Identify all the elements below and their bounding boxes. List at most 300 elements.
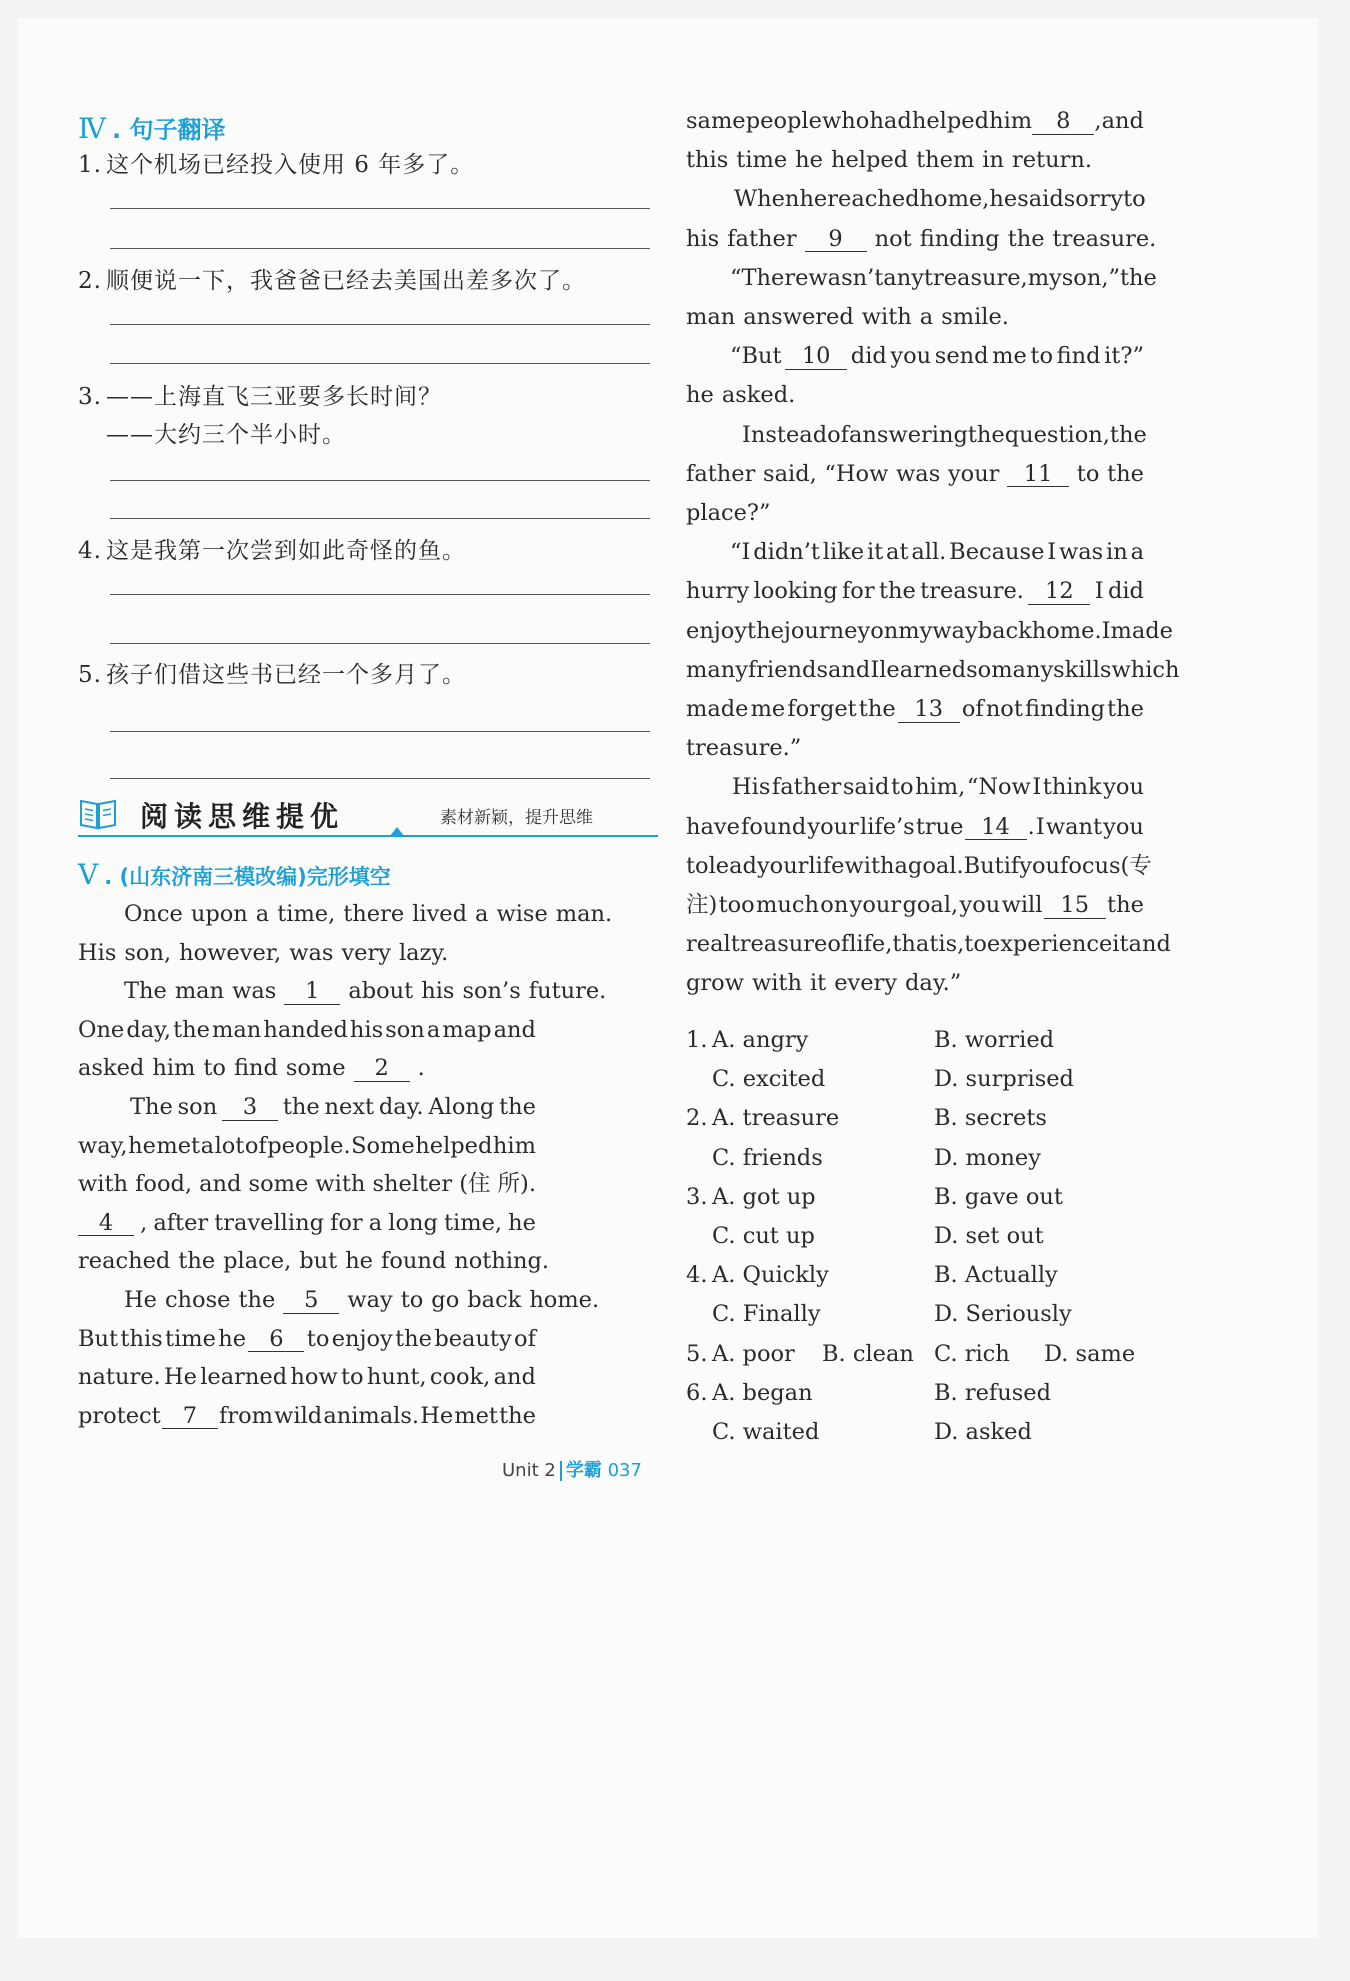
answer-line[interactable] xyxy=(110,731,650,732)
passage-word: him xyxy=(989,108,1033,134)
passage-line xyxy=(78,1057,433,1082)
option-choice-d[interactable]: D. set out xyxy=(934,1223,1044,1249)
passage-word: day. xyxy=(378,1094,424,1120)
passage-word: on xyxy=(820,892,849,918)
passage-word: goal, xyxy=(902,892,959,918)
passage-word: with xyxy=(861,304,912,330)
option-number: 1. xyxy=(686,1027,708,1053)
passage-word: the xyxy=(282,1094,320,1120)
passage-line xyxy=(686,813,1144,841)
passage-word: I xyxy=(1035,813,1045,840)
passage-word: in xyxy=(982,147,1004,174)
passage-word: treasure xyxy=(730,931,828,958)
passage-line xyxy=(686,972,969,995)
passage-line xyxy=(124,980,614,1005)
passage-word: him xyxy=(152,1055,196,1082)
passage-word: chose xyxy=(164,1287,231,1313)
question-1: 1. 这个机场已经投入使用 6 年多了。 xyxy=(78,152,475,178)
passage-word: found xyxy=(381,1248,447,1275)
passage-word: man xyxy=(686,304,736,330)
passage-word: was xyxy=(232,978,277,1005)
answer-line[interactable] xyxy=(110,778,650,779)
passage-line xyxy=(686,931,1171,958)
passage-word: with xyxy=(751,970,802,997)
passage-word: it xyxy=(809,970,827,997)
passage-line xyxy=(124,1289,607,1314)
passage-word: finding xyxy=(1025,696,1105,722)
passage-word: to xyxy=(1030,343,1054,370)
cloze-blank[interactable]: 15 xyxy=(1044,894,1106,919)
passage-word: , xyxy=(1094,108,1102,134)
option-choice-c[interactable]: C. waited xyxy=(712,1419,820,1445)
passage-word: very xyxy=(341,939,391,966)
cloze-blank[interactable]: 14 xyxy=(965,816,1027,841)
passage-word: too xyxy=(718,892,755,918)
passage-word: But xyxy=(78,1325,119,1352)
passage-word: the xyxy=(1120,264,1157,291)
option-choice-b[interactable]: B. clean xyxy=(822,1340,914,1367)
passage-word: helped xyxy=(830,147,909,174)
passage-word: not xyxy=(985,696,1023,722)
option-choice-d[interactable]: D. surprised xyxy=(934,1066,1074,1093)
passage-line xyxy=(732,776,1144,799)
passage-word: a xyxy=(919,304,934,330)
passage-word: He xyxy=(420,1402,454,1429)
passage-word: way xyxy=(347,1287,393,1313)
passage-word: focus(专 xyxy=(1060,852,1152,879)
passage-word: a xyxy=(255,901,270,927)
passage-word: he xyxy=(128,1132,156,1159)
passage-word: of xyxy=(827,931,850,958)
option-choice-b[interactable]: B. gave out xyxy=(934,1183,1063,1210)
passage-word: grow xyxy=(686,970,744,997)
passage-word: his xyxy=(349,1016,384,1043)
passage-word: But xyxy=(963,852,1004,879)
passage-word: to xyxy=(1123,186,1146,213)
passage-word: He xyxy=(163,1364,197,1391)
passage-word: lot xyxy=(214,1132,245,1159)
passage-word: answered xyxy=(743,304,854,330)
passage-line xyxy=(730,541,1144,564)
option-choice-d[interactable]: D. same xyxy=(1044,1340,1136,1367)
passage-word: for xyxy=(330,1209,363,1236)
passage-word: with xyxy=(844,852,895,879)
passage-word: to xyxy=(203,1055,226,1082)
passage-word: Because xyxy=(949,539,1045,566)
passage-word: life xyxy=(808,852,845,879)
passage-word: home. xyxy=(1031,617,1102,644)
passage-word: many xyxy=(991,656,1054,683)
passage-word: map xyxy=(442,1016,492,1043)
question-4: 4. 这是我第一次尝到如此奇怪的鱼。 xyxy=(78,538,466,564)
passage-word: time xyxy=(165,1325,216,1352)
passage-word: finding xyxy=(919,225,1000,252)
passage-word: asked xyxy=(78,1055,145,1082)
passage-word: will xyxy=(1001,892,1043,918)
option-choice-d[interactable]: D. money xyxy=(934,1144,1041,1171)
passage-line xyxy=(686,149,1100,172)
passage-word: lazy. xyxy=(398,939,449,966)
passage-word: Once xyxy=(124,901,183,927)
passage-word: home, xyxy=(919,186,990,213)
passage-line xyxy=(686,894,1144,919)
passage-word: to xyxy=(400,1287,424,1313)
passage-line xyxy=(686,617,1173,644)
passage-word: wasn’t xyxy=(808,264,884,291)
passage-word: the xyxy=(967,421,1005,448)
passage-word: he xyxy=(799,186,828,213)
passage-line xyxy=(742,421,1147,448)
passage-word: back xyxy=(467,1287,522,1313)
passage-word: your xyxy=(807,813,859,840)
passage-word: find xyxy=(233,1055,278,1082)
passage-word: reached xyxy=(78,1248,171,1275)
passage-word: you xyxy=(959,892,1001,918)
passage-word: did xyxy=(850,343,887,370)
passage-word: learned xyxy=(879,656,967,683)
passage-word: “I xyxy=(730,539,751,566)
option-choice-a[interactable]: A. treasure xyxy=(712,1105,840,1132)
passage-line xyxy=(130,1096,536,1121)
passage-word: the xyxy=(1007,225,1045,252)
passage-word: with xyxy=(78,1171,128,1198)
passage-line xyxy=(78,1402,536,1430)
passage-word: back xyxy=(977,617,1032,644)
passage-word: but xyxy=(299,1248,338,1275)
passage-word: it?” xyxy=(1104,343,1144,370)
cloze-blank[interactable]: 5 xyxy=(283,1289,339,1314)
passage-word: was xyxy=(896,460,941,487)
question-3: 3. ——上海直飞三亚要多长时间？ xyxy=(78,384,442,410)
passage-word: on xyxy=(870,617,899,644)
passage-word: skills xyxy=(1053,656,1112,683)
option-number: 5. xyxy=(686,1340,708,1367)
passage-word: man xyxy=(212,1016,262,1043)
passage-word: treasure, xyxy=(923,264,1028,291)
passage-word: his xyxy=(686,225,720,252)
passage-word: how xyxy=(290,1364,338,1391)
cloze-blank[interactable]: 2 xyxy=(354,1057,410,1082)
cloze-blank[interactable]: 1 xyxy=(284,980,340,1005)
question-5: 5. 孩子们借这些书已经一个多月了。 xyxy=(78,662,466,688)
passage-word: want xyxy=(1045,813,1103,840)
passage-word: to xyxy=(686,852,709,879)
option-number: 6. xyxy=(686,1379,708,1406)
passage-word: was xyxy=(289,939,334,966)
passage-word: he xyxy=(989,186,1018,213)
option-choice-c[interactable]: C. friends xyxy=(712,1144,823,1171)
passage-word: much xyxy=(756,892,819,918)
passage-word: real xyxy=(686,931,731,958)
passage-word: to xyxy=(890,774,914,801)
passage-word: some xyxy=(248,1171,309,1198)
option-choice-c[interactable]: C. Finally xyxy=(712,1301,821,1328)
passage-word: the xyxy=(1107,892,1144,918)
passage-word: a xyxy=(1130,539,1144,566)
cloze-blank[interactable]: 4 xyxy=(78,1212,134,1237)
passage-word: day, xyxy=(126,1016,172,1043)
passage-word: him, xyxy=(915,774,966,801)
passage-word: think xyxy=(1042,774,1102,801)
passage-word: hunt, xyxy=(366,1364,427,1391)
section-5-title: Ⅴ . (山东济南三模改编)完形填空 xyxy=(78,858,391,891)
workbook-page xyxy=(18,18,1318,1938)
answer-line[interactable] xyxy=(110,208,650,209)
passage-line xyxy=(730,264,1157,291)
passage-word: (住 xyxy=(459,1171,491,1198)
passage-word: which xyxy=(1111,656,1180,683)
cloze-blank[interactable]: 3 xyxy=(222,1096,278,1121)
option-choice-a[interactable]: A. began xyxy=(712,1379,813,1406)
passage-word: it xyxy=(1112,931,1129,958)
passage-word: When xyxy=(734,186,800,213)
passage-word: with xyxy=(315,1171,366,1198)
passage-line xyxy=(686,460,1144,488)
passage-word: and xyxy=(1128,931,1171,958)
passage-word: in xyxy=(1106,539,1128,566)
passage-line xyxy=(78,1173,536,1196)
passage-word: made xyxy=(686,696,749,722)
cloze-blank[interactable]: 11 xyxy=(1007,463,1069,488)
passage-word: lead xyxy=(708,852,757,879)
passage-word: the xyxy=(747,617,784,644)
option-choice-b[interactable]: B. worried xyxy=(934,1027,1055,1053)
passage-word: time, xyxy=(277,901,336,927)
passage-word: so xyxy=(966,656,992,683)
passage-word: life, xyxy=(849,931,893,958)
passage-word: you xyxy=(890,343,932,370)
option-choice-b[interactable]: B. Actually xyxy=(934,1262,1058,1289)
answer-line[interactable] xyxy=(110,518,650,519)
passage-word: son’s xyxy=(462,978,521,1005)
option-choice-b[interactable]: B. secrets xyxy=(934,1105,1047,1132)
passage-word: nature. xyxy=(78,1364,161,1391)
passage-line xyxy=(686,737,809,760)
passage-word: “How xyxy=(824,460,889,487)
passage-word: didn’t xyxy=(753,539,820,566)
passage-word: the xyxy=(1107,696,1144,722)
passage-word: to xyxy=(1076,460,1100,487)
passage-line xyxy=(78,1209,536,1237)
passage-word: answering xyxy=(848,421,968,448)
banner-subtitle: 素材新颖，提升思维 xyxy=(440,808,593,828)
passage-word: you xyxy=(1103,774,1144,801)
passage-word: treasure. xyxy=(920,578,1024,605)
passage-word: and xyxy=(828,656,871,683)
passage-word: and xyxy=(199,1171,242,1198)
banner-title: 阅读思维提优 xyxy=(140,800,345,833)
cloze-blank[interactable]: 9 xyxy=(805,228,867,253)
passage-word: reached xyxy=(827,186,920,213)
option-choice-c[interactable]: C. excited xyxy=(712,1066,826,1093)
passage-line xyxy=(124,903,620,926)
answer-line[interactable] xyxy=(110,480,650,481)
passage-word: son,” xyxy=(1061,264,1121,291)
passage-word: the xyxy=(173,1016,210,1043)
passage-word: He xyxy=(124,1287,157,1313)
option-choice-d[interactable]: D. Seriously xyxy=(934,1301,1072,1328)
passage-line xyxy=(78,1250,557,1273)
passage-word: after xyxy=(153,1209,209,1236)
page-footer xyxy=(502,1456,642,1482)
passage-word: beauty xyxy=(434,1325,512,1352)
passage-word: helped xyxy=(415,1132,493,1159)
cloze-blank[interactable]: 8 xyxy=(1032,110,1094,135)
passage-word: time xyxy=(736,147,788,174)
passage-word: protect xyxy=(78,1402,161,1429)
passage-word: he xyxy=(218,1325,247,1352)
brand-label: 学霸 xyxy=(565,1460,602,1481)
passage-word: future. xyxy=(528,978,607,1005)
passage-word: “But xyxy=(730,343,782,370)
passage-word: enjoy xyxy=(686,617,748,644)
cloze-blank[interactable]: 13 xyxy=(898,698,960,723)
answer-line[interactable] xyxy=(110,594,650,595)
option-number: 4. xyxy=(686,1262,708,1289)
answer-line[interactable] xyxy=(110,324,650,325)
passage-word: man. xyxy=(555,901,613,927)
passage-line xyxy=(78,939,456,966)
passage-word: is, xyxy=(938,931,965,958)
passage-word: handed xyxy=(263,1016,348,1043)
passage-word: to xyxy=(306,1325,330,1352)
passage-word: he xyxy=(345,1248,373,1275)
passage-word: I xyxy=(1032,774,1042,801)
passage-word: next xyxy=(324,1094,375,1120)
passage-word: smile. xyxy=(941,304,1009,330)
option-choice-d[interactable]: D. asked xyxy=(934,1419,1032,1445)
passage-word: son xyxy=(385,1016,425,1043)
passage-word: Instead xyxy=(742,421,828,448)
passage-word: helped xyxy=(911,108,989,134)
passage-word: father xyxy=(686,460,756,487)
passage-word: son xyxy=(177,1094,218,1120)
question-3-line-2: ——大约三个半小时。 xyxy=(106,422,346,448)
option-choice-a[interactable]: A. got up xyxy=(712,1183,816,1210)
passage-word: a xyxy=(894,852,908,879)
passage-word: The xyxy=(130,1094,173,1120)
passage-word: you xyxy=(1019,852,1060,879)
passage-line xyxy=(730,345,1144,370)
answer-line[interactable] xyxy=(110,248,650,249)
passage-word: send xyxy=(934,343,989,370)
passage-word: Along xyxy=(428,1094,495,1120)
passage-line xyxy=(734,188,1144,211)
passage-word: many xyxy=(686,656,748,683)
passage-word: cook, xyxy=(429,1364,491,1391)
option-choice-c[interactable]: C. rich xyxy=(934,1340,1010,1367)
passage-word: travelling xyxy=(214,1209,324,1236)
passage-word: looking xyxy=(753,578,838,605)
passage-word: wise xyxy=(496,901,548,927)
passage-word: “There xyxy=(730,264,809,291)
passage-word: and xyxy=(493,1364,536,1391)
passage-line xyxy=(686,698,1144,723)
passage-word: the xyxy=(238,1287,276,1313)
passage-word: to xyxy=(964,931,987,958)
passage-word: His xyxy=(78,939,117,966)
passage-word: place?” xyxy=(686,500,771,526)
passage-word: my xyxy=(1027,264,1062,291)
option-choice-a[interactable]: A. Quickly xyxy=(712,1262,829,1289)
passage-word: day.” xyxy=(905,970,962,997)
passage-word: me xyxy=(750,696,786,722)
passage-word: sorry xyxy=(1063,186,1124,213)
passage-word: son, xyxy=(124,939,172,966)
passage-word: not xyxy=(874,225,912,252)
passage-word: from xyxy=(219,1402,273,1429)
passage-word: found xyxy=(741,813,807,840)
passage-word: a xyxy=(475,901,489,927)
passage-word: . xyxy=(1027,813,1035,840)
passage-word: him xyxy=(492,1132,536,1159)
passage-word: enjoy xyxy=(331,1325,393,1352)
cloze-blank[interactable]: 6 xyxy=(248,1328,304,1353)
passage-word: people xyxy=(745,108,822,134)
passage-word: asked. xyxy=(721,382,796,409)
passage-word: that xyxy=(892,931,939,958)
passage-word: did xyxy=(1107,578,1144,605)
cloze-blank[interactable]: 10 xyxy=(785,345,847,370)
passage-line xyxy=(78,1366,536,1389)
passage-word: met xyxy=(454,1402,498,1429)
passage-word: life’s xyxy=(860,813,915,840)
passage-word: for xyxy=(841,578,875,605)
answer-line[interactable] xyxy=(110,643,650,644)
question-2: 2. 顺便说一下，我爸爸已经去美国出差多次了。 xyxy=(78,268,586,294)
passage-line xyxy=(78,1016,536,1043)
passage-word: this xyxy=(120,1325,163,1352)
passage-word: I xyxy=(870,656,880,683)
passage-word: long xyxy=(388,1209,438,1236)
cloze-blank[interactable]: 7 xyxy=(162,1405,218,1430)
passage-line xyxy=(686,225,1164,253)
passage-word: who xyxy=(822,108,870,134)
cloze-blank[interactable]: 12 xyxy=(1028,580,1090,605)
passage-word: way xyxy=(932,617,978,644)
passage-word: treasure. xyxy=(1052,225,1157,252)
passage-word: was xyxy=(1058,539,1104,566)
passage-line xyxy=(686,110,1144,135)
passage-word: One xyxy=(78,1016,125,1043)
passage-word: Some xyxy=(351,1132,415,1159)
passage-word: a xyxy=(200,1132,215,1159)
passage-word: you xyxy=(1103,813,1144,840)
passage-line xyxy=(78,1325,536,1353)
passage-line xyxy=(78,1132,536,1159)
option-choice-a[interactable]: A. poor xyxy=(712,1340,795,1367)
passage-word: the xyxy=(1107,460,1144,487)
passage-word: wild xyxy=(274,1402,323,1429)
passage-word: forget xyxy=(787,696,857,722)
passage-word: your xyxy=(947,460,1000,487)
option-choice-a[interactable]: A. angry xyxy=(712,1027,809,1053)
passage-word: made xyxy=(1110,617,1173,644)
option-choice-b[interactable]: B. refused xyxy=(934,1379,1051,1406)
passage-word: met xyxy=(156,1132,201,1159)
passage-word: of xyxy=(514,1325,536,1352)
passage-word: the xyxy=(1109,421,1147,448)
passage-word: every xyxy=(834,970,898,997)
passage-word: my xyxy=(898,617,933,644)
passage-word: The xyxy=(124,978,167,1005)
passage-word: return. xyxy=(1011,147,1092,174)
answer-line[interactable] xyxy=(110,363,650,364)
footer-divider xyxy=(560,1461,562,1481)
passage-word: , xyxy=(140,1209,148,1236)
passage-word: this xyxy=(686,147,729,174)
option-choice-c[interactable]: C. cut up xyxy=(712,1223,815,1249)
